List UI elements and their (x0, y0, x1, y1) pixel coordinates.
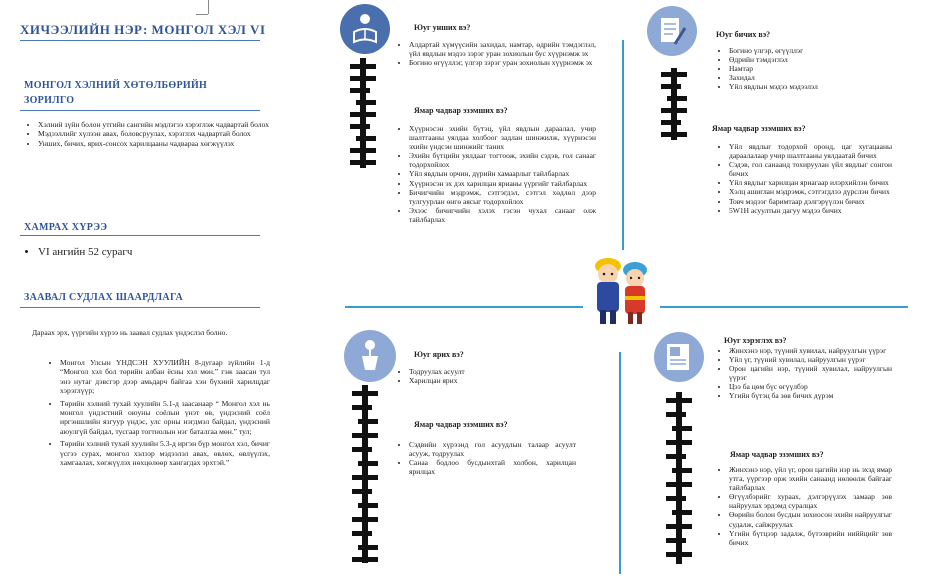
list-item: • Үйл үг, түүний хувилал, найруулгын үүрэг (729, 355, 892, 364)
reading-list (396, 40, 596, 67)
speaking-heading: Юуг ярих вэ? (414, 350, 464, 359)
usage-heading: Юуг хэрэглэх вэ? (724, 336, 787, 345)
list-item: • Эхээс бичигчийн хэлэх гэсэн чухал санааг олж тайлбарлах (409, 206, 596, 224)
divider-horizontal-left (345, 306, 583, 308)
list-item: • Эхийн бүтцийн уялдааг тогтоож, эхийн сэдэв, гол санааг тодорхойлох (409, 151, 596, 169)
list-item: • Үйл явдлын мэдээ мэдээлэл (729, 82, 892, 91)
speaking-skills-heading: Ямар чадвар эзэмших вэ? (414, 420, 508, 429)
list-item: • Жинхэнэ нэр, үйл үг, орон цагийн нэр нь эхэд ямар утга, үүргээр орж эхийн санаанд нөлөөлж байгааг тайлбарлах (729, 465, 892, 492)
scope-list (24, 245, 272, 259)
page-title: ХИЧЭЭЛИЙН НЭР: МОНГОЛ ХЭЛ VI (20, 22, 266, 37)
list-item: • Үйл явдлын орчин, дүрийн хамаарлыг тайлбарлах (409, 169, 596, 178)
list-item: • Сэдэв, гол санаанд тохируулан үйл явдлыг сонгон бичих (729, 160, 892, 178)
list-item: • Мэдээллийг хүлээн авах, боловсруулах, хэрэглэх чадвартай болох (38, 129, 272, 138)
left-panel (18, 0, 270, 579)
list-item: • Хүүрнэсэн эх дэх харилцан ярианы үүргийг тайлбарлах (409, 179, 596, 188)
list-item: • 5W1H асуултын дагуу мэдээ бичих (729, 206, 892, 215)
reader-icon (340, 4, 390, 54)
document-pen-icon (647, 6, 697, 56)
speaking-list (396, 367, 586, 385)
list-item: • Хэлний зүйн болон утгийн сангийн мэдлэгээ хэрэглэж чадвартай болох (38, 120, 272, 129)
program-heading-line1: МОНГОЛ ХЭЛНИЙ ХӨТӨЛБӨРИЙН (24, 80, 208, 91)
list-item: • Өөрийн болон бусдын зохиосон эхийн найруулгыг судалж, сайжруулах (729, 510, 892, 528)
writing-list (716, 46, 892, 91)
divider-horizontal-right (660, 306, 908, 308)
writing-skills-list (716, 142, 892, 215)
list-item: • Үгийн бүтцээр задалж, бүтээврийн ниййцийг зөв бичих (729, 529, 892, 547)
mongolian-script-decoration (348, 58, 378, 168)
list-item: • Хүүрнэсэн эхийн бүтэц, үйл явдлын дараалал, учир шалтгааны уялдаа холбоог задлан шинжилж, хүүрнэсэн эхийн үндсэн шинжийг таних (409, 124, 596, 151)
law-heading: ЗААВАЛ СУДЛАХ ШААРДЛАГА (24, 292, 184, 303)
list-item: • Богино үлгэр, өгүүллэг (729, 46, 892, 55)
divider-vertical-top (622, 40, 624, 250)
reading-skills-heading: Ямар чадвар эзэмших вэ? (414, 106, 508, 115)
usage-skills-list (716, 465, 892, 547)
mongolian-script-decoration (659, 68, 689, 140)
divider-vertical-bottom (619, 352, 621, 574)
program-list (24, 120, 272, 148)
list-item: • Жинхэнэ нэр, түүний хувилал, найруулгын үүрэг (729, 346, 892, 355)
list-item: • Төрийн хэлний тухай хуулийн 5.1-д заасанаар “ Монгол хэл нь монгол үндэстний оюуны соёлын үнэт өв, үндэсний соёл иргэншлийн язгуур үндэс, улс орны нэгдмэл байдал, үндэсний аюулгүй байдал, тусгаар тогтнолын нэг баталгаа мөн.” тул; (60, 399, 270, 437)
reading-heading: Юуг унших вэ? (414, 23, 471, 32)
mongolian-script-decoration (350, 385, 380, 563)
usage-list (716, 346, 892, 401)
writing-heading: Юуг бичих вэ? (716, 30, 771, 39)
list-item: • Монгол Улсын ҮНДСЭН ХУУЛИЙН 8-дугаар зүйлийн 1-д “Монгол хэл бол төрийн албан ёсны хэл мөн.” гэж заасан тул энэ нутаг дэвсгэр дээр амьдарч байгаа хэн бүхний харилцдаг хэрэглүүр; (60, 358, 270, 396)
list-item: • Унших, бичих, ярих-сонсох харилцааны чадвараа хөгжүүлэх (38, 139, 272, 148)
list-item: • Тодруулах асуулт (409, 367, 586, 376)
list-item: • Орон цагийн нэр, түүний хувилал, найруулгын үүрэг (729, 364, 892, 382)
law-list (48, 358, 270, 467)
list-item: • Үгийн бүтэц ба зөв бичих дүрэм (729, 391, 892, 400)
list-item: • VI ангийн 52 сурагч (38, 245, 272, 259)
list-item: • Төрийн хэлний тухай хуулийн 5.3-д иргэн бүр монгол хэл, бичиг үсгээ сурах, монгол хэлээр мэдээлэл авах, өвлөх, өвлүүлэх, хамгаалах, хөгжүүлэх нөхцөлөөр хангагдах эрхтэй.” (60, 439, 270, 467)
list-item: • Санаа бодлоо бусдынхтай холбон, харилцан ярилцах (409, 458, 576, 476)
list-item: • Товч мэдээг баримтаар дэлгэрүүлэн бичих (729, 197, 892, 206)
list-item: • Богино өгүүллэг, үлгэр зэрэг уран зохиолын хүүрнэмж эх (409, 58, 596, 67)
list-item: • Захидал (729, 73, 892, 82)
list-item: • Алдартай хүмүүсийн захидал, намтар, өдрийн тэмдэглэл, үйл явдлын мэдээ зэрэг уран зохиолын бус хүүрнэмж эх (409, 40, 596, 58)
list-item: • Үйл явдлыг тодорхой оронд, цаг хугацааны дараалалаар учир шалтгааны уялдаатай бичих (729, 142, 892, 160)
list-item: • Намтар (729, 64, 892, 73)
list-item: • Өгүүлбэрийг хураах, дэлгэрүүлэх замаар зөв найруулах эрдэмд суралцах (729, 492, 892, 510)
speaking-skills-list (396, 440, 576, 476)
program-rule (20, 110, 260, 111)
crop-mark (208, 0, 209, 14)
scope-rule (20, 235, 260, 236)
title-rule (20, 40, 260, 41)
list-item: • Үйл явдлыг харилцан яриагаар илэрхийлэн бичих (729, 178, 892, 187)
law-rule (20, 307, 260, 308)
list-item: • Цээ ба цөм бүс өгүүлбэр (729, 382, 892, 391)
speaker-podium-icon (344, 330, 396, 382)
list-item: • Хэлц ашиглан мэдрэмж, сэтгэгдлээ дүрслэн бичих (729, 187, 892, 196)
list-item: • Өдрийн тэмдэглэл (729, 55, 892, 64)
reading-skills-list (396, 124, 596, 224)
open-book-icon (654, 332, 704, 382)
writing-skills-heading: Ямар чадвар эзэмших вэ? (712, 124, 806, 133)
law-intro: Дараах эрх, үүргийн хүрээ нь заавал судлах үндэслэл болно. (32, 328, 228, 337)
crop-mark (196, 14, 208, 15)
children-illustration (583, 252, 663, 327)
list-item: • Харилцан ярих (409, 376, 586, 385)
program-heading-line2: ЗОРИЛГО (24, 95, 75, 106)
mongolian-script-decoration (664, 392, 694, 564)
scope-heading: ХАМРАХ ХҮРЭЭ (24, 222, 108, 233)
list-item: • Сэдвийн хүрээнд гол асуудлын талаар асуулт асууж, тодруулах (409, 440, 576, 458)
usage-skills-heading: Ямар чадвар эзэмших вэ? (730, 450, 824, 459)
list-item: • Бичигчийн мэдрэмж, сэтгэгдэл, сэтгэл хөдлөл дээр тулгуурлан өнгө аясыг тодорхойлох (409, 188, 596, 206)
program-heading (24, 78, 207, 108)
